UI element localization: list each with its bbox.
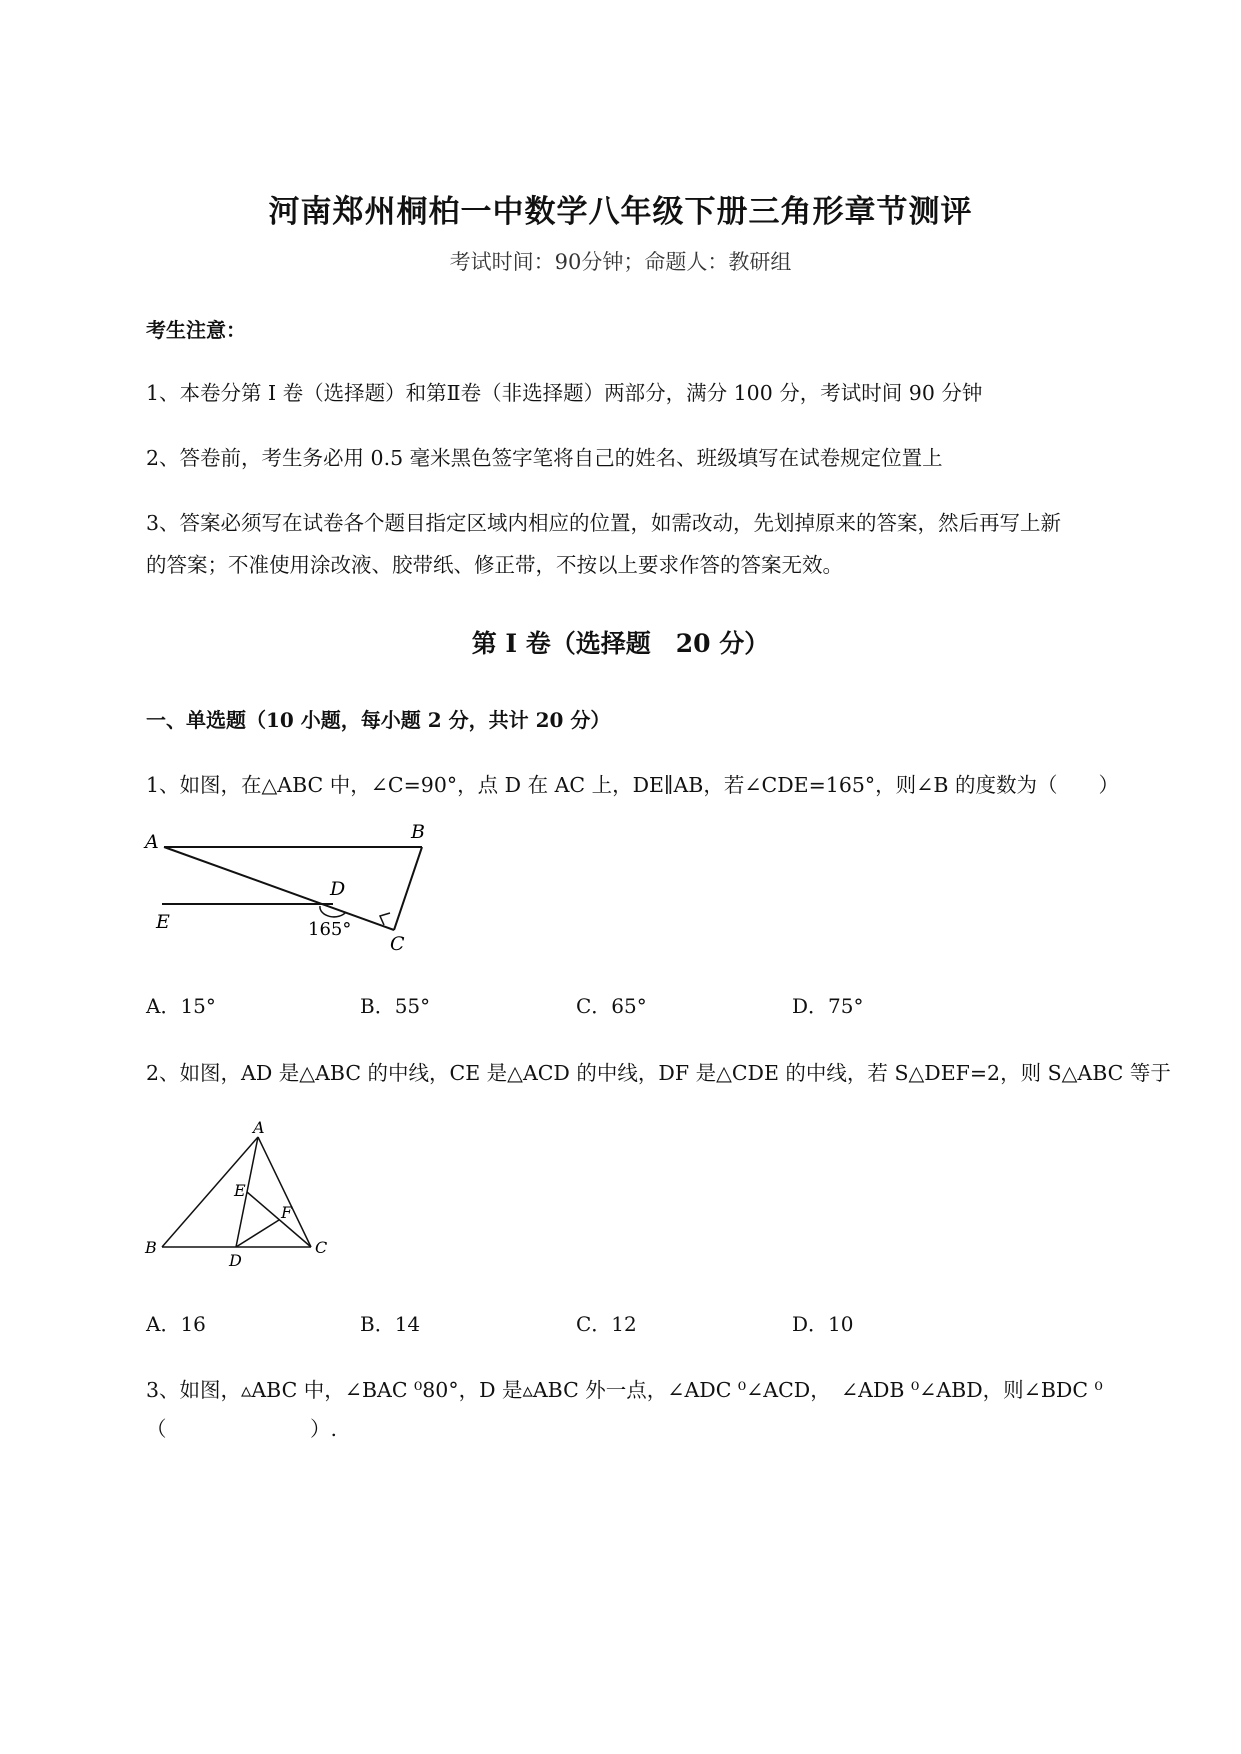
figure-label-c: C: [315, 1238, 328, 1257]
figure-label-d: D: [229, 1251, 242, 1270]
question-2-option-d[interactable]: D．10: [792, 1312, 854, 1336]
question-1-option-c[interactable]: C．65°: [576, 994, 647, 1018]
question-1-option-b[interactable]: B．55°: [360, 994, 431, 1018]
figure-label-b: B: [411, 821, 425, 843]
question-1-option-a[interactable]: A．15°: [146, 994, 216, 1018]
question-1-figure: [140, 820, 440, 955]
figure-label-f: F: [281, 1203, 293, 1222]
figure-label-a: A: [145, 831, 159, 853]
question-2-option-b[interactable]: B．14: [360, 1312, 421, 1336]
part-heading: 一、单选题（10 小题，每小题 2 分，共计 20 分）: [146, 708, 611, 732]
question-3-stem: 3、如图，▵ABC 中，∠BAC ⁰80°，D 是▵ABC 外一点，∠ADC ⁰∠ACD， ∠ADB ⁰∠ABD，则∠BDC ⁰: [146, 1378, 1103, 1402]
notice-item-3-cont: 的答案；不准使用涂改液、胶带纸、修正带，不按以上要求作答的答案无效。: [146, 553, 843, 577]
question-2-option-a[interactable]: A．16: [146, 1312, 206, 1336]
notice-item-2: 2、答卷前，考生务必用 0.5 毫米黑色签字笔将自己的姓名、班级填写在试卷规定位置上: [146, 446, 943, 470]
figure-label-e: E: [156, 911, 170, 933]
figure-label-a: A: [253, 1120, 265, 1137]
question-2-figure: [140, 1120, 340, 1270]
notice-heading: 考生注意：: [146, 318, 246, 342]
question-2-stem: 2、如图，AD 是△ABC 的中线，CE 是△ACD 的中线，DF 是△CDE 的中线，若 S△DEF=2，则 S△ABC 等于: [146, 1061, 1171, 1085]
figure-label-b: B: [145, 1238, 157, 1257]
question-1-stem: 1、如图，在△ABC 中，∠C=90°，点 D 在 AC 上，DE∥AB，若∠CDE=165°，则∠B 的度数为（ ）: [146, 773, 1119, 797]
notice-item-1: 1、本卷分第 I 卷（选择题）和第Ⅱ卷（非选择题）两部分，满分 100 分，考试时间 90 分钟: [146, 381, 983, 405]
question-2-option-c[interactable]: C．12: [576, 1312, 637, 1336]
figure-label-d: D: [330, 878, 346, 900]
question-3-answer-blank: （ ）.: [146, 1417, 338, 1441]
section-heading: 第 I 卷（选择题 20 分）: [471, 629, 770, 658]
question-1-option-d[interactable]: D．75°: [792, 994, 864, 1018]
page-title: 河南郑州桐柏一中数学八年级下册三角形章节测评: [268, 194, 973, 230]
page-subtitle: 考试时间：90分钟；命题人：教研组: [449, 250, 792, 274]
figure-label-e: E: [234, 1181, 246, 1200]
notice-item-3: 3、答案必须写在试卷各个题目指定区域内相应的位置，如需改动，先划掉原来的答案，然后再写上新: [146, 511, 1062, 535]
figure-label-c: C: [390, 933, 405, 955]
figure-angle-label: 165°: [308, 919, 352, 940]
